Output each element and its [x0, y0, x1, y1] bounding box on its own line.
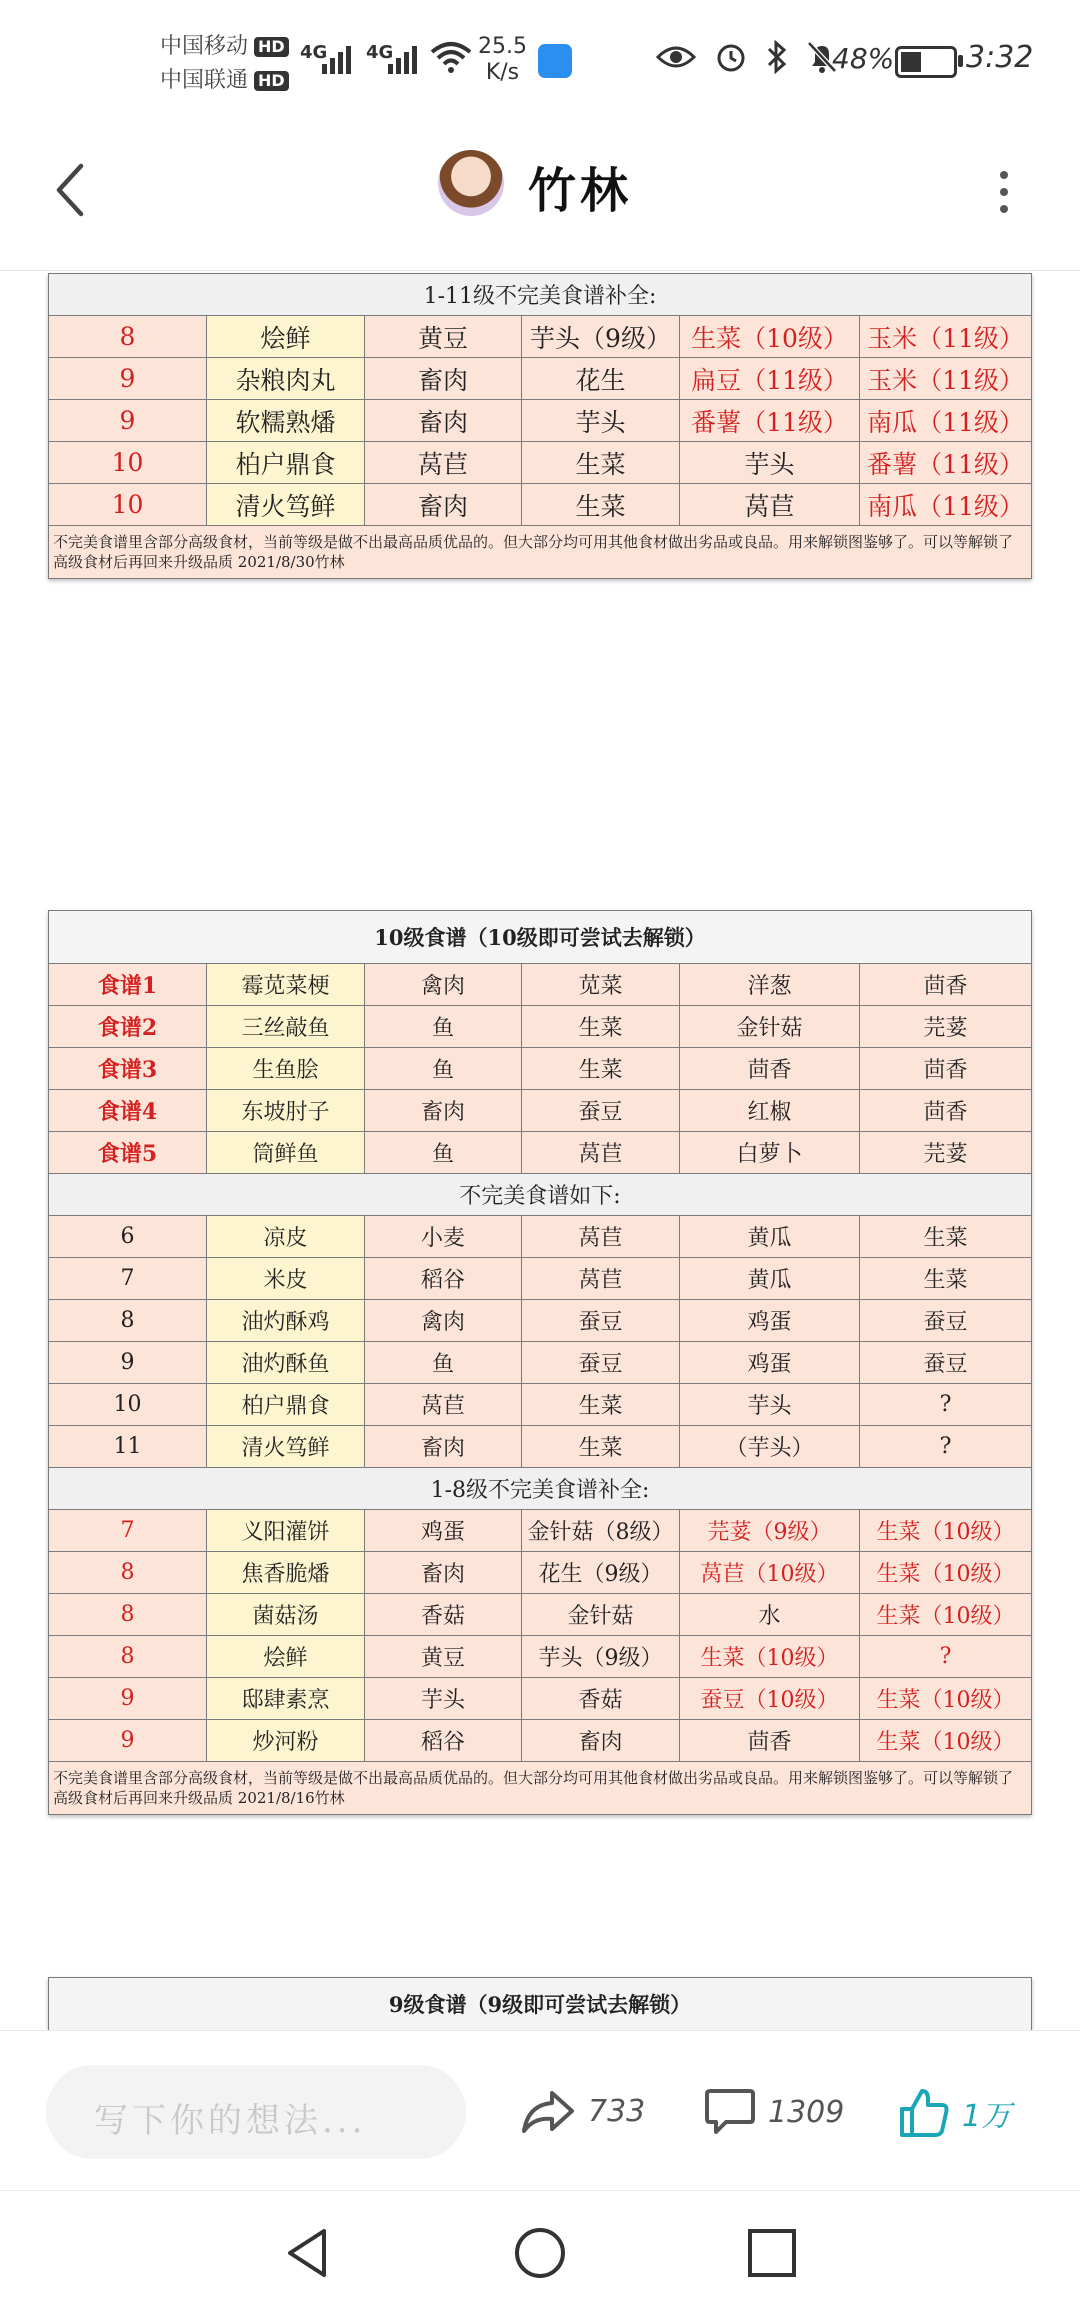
row-label: 6	[49, 1216, 207, 1258]
table-row	[49, 1006, 1032, 1048]
row-label: 8	[49, 316, 207, 358]
recipe-name: 软糯熟燔	[207, 400, 365, 442]
ingredient-cell: 鱼	[365, 1342, 522, 1384]
ingredient-cell: 茴香	[860, 1090, 1032, 1132]
row-label: 7	[49, 1510, 207, 1552]
ingredient-cell: 蚕豆	[522, 1090, 680, 1132]
carrier-info	[160, 30, 289, 98]
ingredient-cell: 稻谷	[365, 1720, 522, 1762]
table-row	[49, 1426, 1032, 1468]
ingredient-cell: 生菜	[522, 1426, 680, 1468]
recipe-name: 清火笃鲜	[207, 1426, 365, 1468]
speed-unit: K/s	[485, 60, 520, 85]
signal-icon-1	[322, 40, 351, 74]
ingredient-cell: 红椒	[680, 1090, 860, 1132]
recipe-name: 烩鲜	[207, 316, 365, 358]
recipe-name: 米皮	[207, 1258, 365, 1300]
ingredient-cell: 畜肉	[365, 1426, 522, 1468]
ingredient-cell: 鸡蛋	[365, 1510, 522, 1552]
recipe-name: 三丝敲鱼	[207, 1006, 365, 1048]
navigation-bar	[0, 2190, 1080, 2311]
ingredient-cell: 生菜（10级）	[860, 1720, 1032, 1762]
row-label: 9	[49, 1342, 207, 1384]
ingredient-cell: 禽肉	[365, 1300, 522, 1342]
status-bar	[0, 0, 1080, 110]
table-row	[49, 316, 1032, 358]
table-row	[49, 1342, 1032, 1384]
ingredient-cell: 生菜（10级）	[680, 1636, 860, 1678]
message-app-icon	[538, 44, 572, 78]
like-button[interactable]	[898, 2087, 1011, 2139]
more-options-button[interactable]	[984, 162, 1024, 222]
recipe-name: 焦香脆燔	[207, 1552, 365, 1594]
row-label: 10	[49, 442, 207, 484]
row-label: 10	[49, 1384, 207, 1426]
ingredient-cell: 生菜（10级）	[860, 1552, 1032, 1594]
share-count: 733	[588, 2093, 646, 2129]
recipe-name: 柏户鼎食	[207, 442, 365, 484]
recipe-name: 生鱼脍	[207, 1048, 365, 1090]
ingredient-cell: 白萝卜	[680, 1132, 860, 1174]
row-label: 11	[49, 1426, 207, 1468]
share-icon	[520, 2087, 576, 2135]
comment-bar	[0, 2030, 1080, 2191]
ingredient-cell: 蚕豆	[860, 1300, 1032, 1342]
recipe-table-11	[48, 273, 1032, 579]
ingredient-cell: 生菜（10级）	[860, 1678, 1032, 1720]
table-row	[49, 442, 1032, 484]
hd-badge-2: HD	[254, 71, 289, 91]
page-title: 竹林	[528, 163, 633, 219]
table-row	[49, 1300, 1032, 1342]
nav-recents-icon[interactable]	[744, 2225, 800, 2281]
ingredient-cell: 蚕豆	[860, 1342, 1032, 1384]
battery-percent: 48%	[832, 42, 895, 75]
ingredient-cell: 畜肉	[365, 358, 522, 400]
ingredient-cell: 玉米（11级）	[860, 316, 1032, 358]
row-label: 8	[49, 1636, 207, 1678]
ingredient-cell: 南瓜（11级）	[860, 484, 1032, 526]
network-speed	[478, 34, 527, 86]
ingredient-cell: 茴香	[680, 1720, 860, 1762]
alarm-icon	[714, 40, 748, 74]
row-label: 8	[49, 1594, 207, 1636]
ingredient-cell: 禽肉	[365, 964, 522, 1006]
comment-count: 1309	[768, 2094, 845, 2130]
clock: 3:32	[966, 40, 1034, 75]
recipe-name: 筒鲜鱼	[207, 1132, 365, 1174]
recipe-name: 烩鲜	[207, 1636, 365, 1678]
ingredient-cell: 稻谷	[365, 1258, 522, 1300]
ingredient-cell: 香菇	[365, 1594, 522, 1636]
ingredient-cell: 花生	[522, 358, 680, 400]
eye-comfort-icon	[656, 43, 696, 71]
section-title: 不完美食谱如下:	[49, 1174, 1032, 1216]
comment-input[interactable]	[46, 2065, 466, 2159]
recipe-table-10	[48, 910, 1032, 1815]
carrier-2: 中国联通	[160, 68, 249, 93]
ingredient-cell: 芫荽（9级）	[680, 1510, 860, 1552]
ingredient-cell: 扁豆（11级）	[680, 358, 860, 400]
back-button[interactable]	[40, 155, 100, 225]
ingredient-cell: ?	[860, 1636, 1032, 1678]
ingredient-cell: 茴香	[680, 1048, 860, 1090]
ingredient-cell: 水	[680, 1594, 860, 1636]
ingredient-cell: 玉米（11级）	[860, 358, 1032, 400]
hd-badge-1: HD	[254, 37, 289, 57]
table-header: 9级食谱（9级即可尝试去解锁）	[49, 1978, 1032, 2031]
ingredient-cell: 蚕豆（10级）	[680, 1678, 860, 1720]
recipe-name: 凉皮	[207, 1216, 365, 1258]
comment-icon	[704, 2087, 756, 2137]
ingredient-cell: 莴苣	[522, 1216, 680, 1258]
row-label: 食谱4	[49, 1090, 207, 1132]
row-label: 9	[49, 400, 207, 442]
ingredient-cell: 生菜	[860, 1216, 1032, 1258]
bluetooth-icon	[766, 40, 788, 74]
ingredient-cell: 生菜	[522, 1048, 680, 1090]
ingredient-cell: 生菜（10级）	[680, 316, 860, 358]
network-type-2: 4G	[366, 42, 394, 63]
ingredient-cell: ?	[860, 1384, 1032, 1426]
row-label: 9	[49, 1720, 207, 1762]
ingredient-cell: 金针菇（8级）	[522, 1510, 680, 1552]
recipe-name: 柏户鼎食	[207, 1384, 365, 1426]
ingredient-cell: 蚕豆	[522, 1300, 680, 1342]
table-note: 不完美食谱里含部分高级食材，当前等级是做不出最高品质优品的。但大部分均可用其他食材做出劣品或良品。用来解锁图鉴够了。可以等解锁了高级食材后再回来升级品质 2021/8/30竹林	[49, 526, 1032, 579]
table-row	[49, 358, 1032, 400]
post-content	[0, 270, 1080, 2030]
comment-button[interactable]	[704, 2087, 844, 2137]
ingredient-cell: 鱼	[365, 1048, 522, 1090]
row-label: 食谱5	[49, 1132, 207, 1174]
ingredient-cell: 芋头（9级）	[522, 1636, 680, 1678]
ingredient-cell: 芫荽	[860, 1132, 1032, 1174]
ingredient-cell: 芋头	[680, 442, 860, 484]
section-title: 1-11级不完美食谱补全:	[49, 274, 1032, 316]
table-row	[49, 484, 1032, 526]
table-row	[49, 1090, 1032, 1132]
chevron-left-icon	[53, 162, 87, 218]
ingredient-cell: 番薯（11级）	[860, 442, 1032, 484]
table-row	[49, 1720, 1032, 1762]
ingredient-cell: 苋菜	[522, 964, 680, 1006]
ingredient-cell: 金针菇	[680, 1006, 860, 1048]
recipe-table-9	[48, 1977, 1032, 2030]
table-row	[49, 1258, 1032, 1300]
ingredient-cell: 畜肉	[365, 1090, 522, 1132]
speed-value: 25.5	[478, 34, 527, 59]
ingredient-cell: 花生（9级）	[522, 1552, 680, 1594]
ingredient-cell: 黄瓜	[680, 1258, 860, 1300]
signal-icon-2	[388, 40, 417, 74]
ingredient-cell: 茴香	[860, 964, 1032, 1006]
row-label: 食谱3	[49, 1048, 207, 1090]
row-label: 食谱2	[49, 1006, 207, 1048]
network-type-1: 4G	[300, 42, 328, 63]
ingredient-cell: 生菜（10级）	[860, 1510, 1032, 1552]
ingredient-cell: 鸡蛋	[680, 1342, 860, 1384]
recipe-name: 油灼酥鱼	[207, 1342, 365, 1384]
table-row	[49, 1594, 1032, 1636]
row-label: 9	[49, 1678, 207, 1720]
ingredient-cell: 莴苣	[680, 484, 860, 526]
recipe-name: 清火笃鲜	[207, 484, 365, 526]
ingredient-cell: 香菇	[522, 1678, 680, 1720]
ingredient-cell: 鱼	[365, 1006, 522, 1048]
table-row	[49, 1384, 1032, 1426]
carrier-1: 中国移动	[160, 34, 249, 59]
table-header: 10级食谱（10级即可尝试去解锁）	[49, 911, 1032, 964]
comment-placeholder: 写下你的想法...	[94, 2101, 367, 2141]
table-row	[49, 964, 1032, 1006]
app-header	[0, 110, 1080, 271]
recipe-name: 邸肆素烹	[207, 1678, 365, 1720]
wifi-icon	[430, 40, 472, 74]
table-row	[49, 1552, 1032, 1594]
ingredient-cell: 鸡蛋	[680, 1300, 860, 1342]
section-title: 1-8级不完美食谱补全:	[49, 1468, 1032, 1510]
ingredient-cell: 莴苣（10级）	[680, 1552, 860, 1594]
recipe-name: 炒河粉	[207, 1720, 365, 1762]
nav-home-icon[interactable]	[512, 2225, 568, 2281]
ingredient-cell: 莴苣	[365, 442, 522, 484]
row-label: 9	[49, 358, 207, 400]
ingredient-cell: 畜肉	[365, 400, 522, 442]
recipe-name: 油灼酥鸡	[207, 1300, 365, 1342]
row-label: 10	[49, 484, 207, 526]
table-row	[49, 1216, 1032, 1258]
ingredient-cell: 南瓜（11级）	[860, 400, 1032, 442]
table-row	[49, 1636, 1032, 1678]
ingredient-cell: 生菜	[522, 484, 680, 526]
share-button[interactable]	[520, 2087, 645, 2135]
ingredient-cell: 畜肉	[365, 1552, 522, 1594]
ingredient-cell: 生菜	[860, 1258, 1032, 1300]
table-row	[49, 1132, 1032, 1174]
ingredient-cell: 莴苣	[522, 1258, 680, 1300]
recipe-name: 杂粮肉丸	[207, 358, 365, 400]
ingredient-cell: 黄豆	[365, 1636, 522, 1678]
ingredient-cell: 生菜	[522, 1384, 680, 1426]
ingredient-cell: 生菜	[522, 442, 680, 484]
battery-icon	[895, 46, 957, 78]
system-icons	[656, 40, 838, 74]
table-row	[49, 1678, 1032, 1720]
row-label: 8	[49, 1552, 207, 1594]
ingredient-cell: 小麦	[365, 1216, 522, 1258]
ingredient-cell: 黄瓜	[680, 1216, 860, 1258]
recipe-name: 霉苋菜梗	[207, 964, 365, 1006]
ingredient-cell: ?	[860, 1426, 1032, 1468]
thumbs-up-icon	[898, 2087, 950, 2139]
ingredient-cell: 茴香	[860, 1048, 1032, 1090]
ingredient-cell: 番薯（11级）	[680, 400, 860, 442]
nav-back-icon[interactable]	[280, 2225, 336, 2281]
ingredient-cell: （芋头）	[680, 1426, 860, 1468]
ingredient-cell: 黄豆	[365, 316, 522, 358]
recipe-name: 东坡肘子	[207, 1090, 365, 1132]
recipe-name: 菌菇汤	[207, 1594, 365, 1636]
table-note: 不完美食谱里含部分高级食材，当前等级是做不出最高品质优品的。但大部分均可用其他食材做出劣品或良品。用来解锁图鉴够了。可以等解锁了高级食材后再回来升级品质 2021/8/16竹林	[49, 1762, 1032, 1815]
ingredient-cell: 洋葱	[680, 964, 860, 1006]
like-count: 1万	[962, 2099, 1012, 2134]
row-label: 8	[49, 1300, 207, 1342]
avatar[interactable]	[438, 150, 504, 216]
ingredient-cell: 莴苣	[522, 1132, 680, 1174]
ingredient-cell: 蚕豆	[522, 1342, 680, 1384]
table-row	[49, 400, 1032, 442]
ingredient-cell: 芋头	[522, 400, 680, 442]
ingredient-cell: 生菜（10级）	[860, 1594, 1032, 1636]
ingredient-cell: 生菜	[522, 1006, 680, 1048]
ingredient-cell: 芋头（9级）	[522, 316, 680, 358]
row-label: 食谱1	[49, 964, 207, 1006]
ingredient-cell: 莴苣	[365, 1384, 522, 1426]
row-label: 7	[49, 1258, 207, 1300]
table-row	[49, 1048, 1032, 1090]
ingredient-cell: 芋头	[365, 1678, 522, 1720]
ingredient-cell: 芫荽	[860, 1006, 1032, 1048]
ingredient-cell: 金针菇	[522, 1594, 680, 1636]
ingredient-cell: 畜肉	[365, 484, 522, 526]
table-row	[49, 1510, 1032, 1552]
ingredient-cell: 鱼	[365, 1132, 522, 1174]
recipe-name: 义阳灌饼	[207, 1510, 365, 1552]
ingredient-cell: 芋头	[680, 1384, 860, 1426]
ingredient-cell: 畜肉	[522, 1720, 680, 1762]
